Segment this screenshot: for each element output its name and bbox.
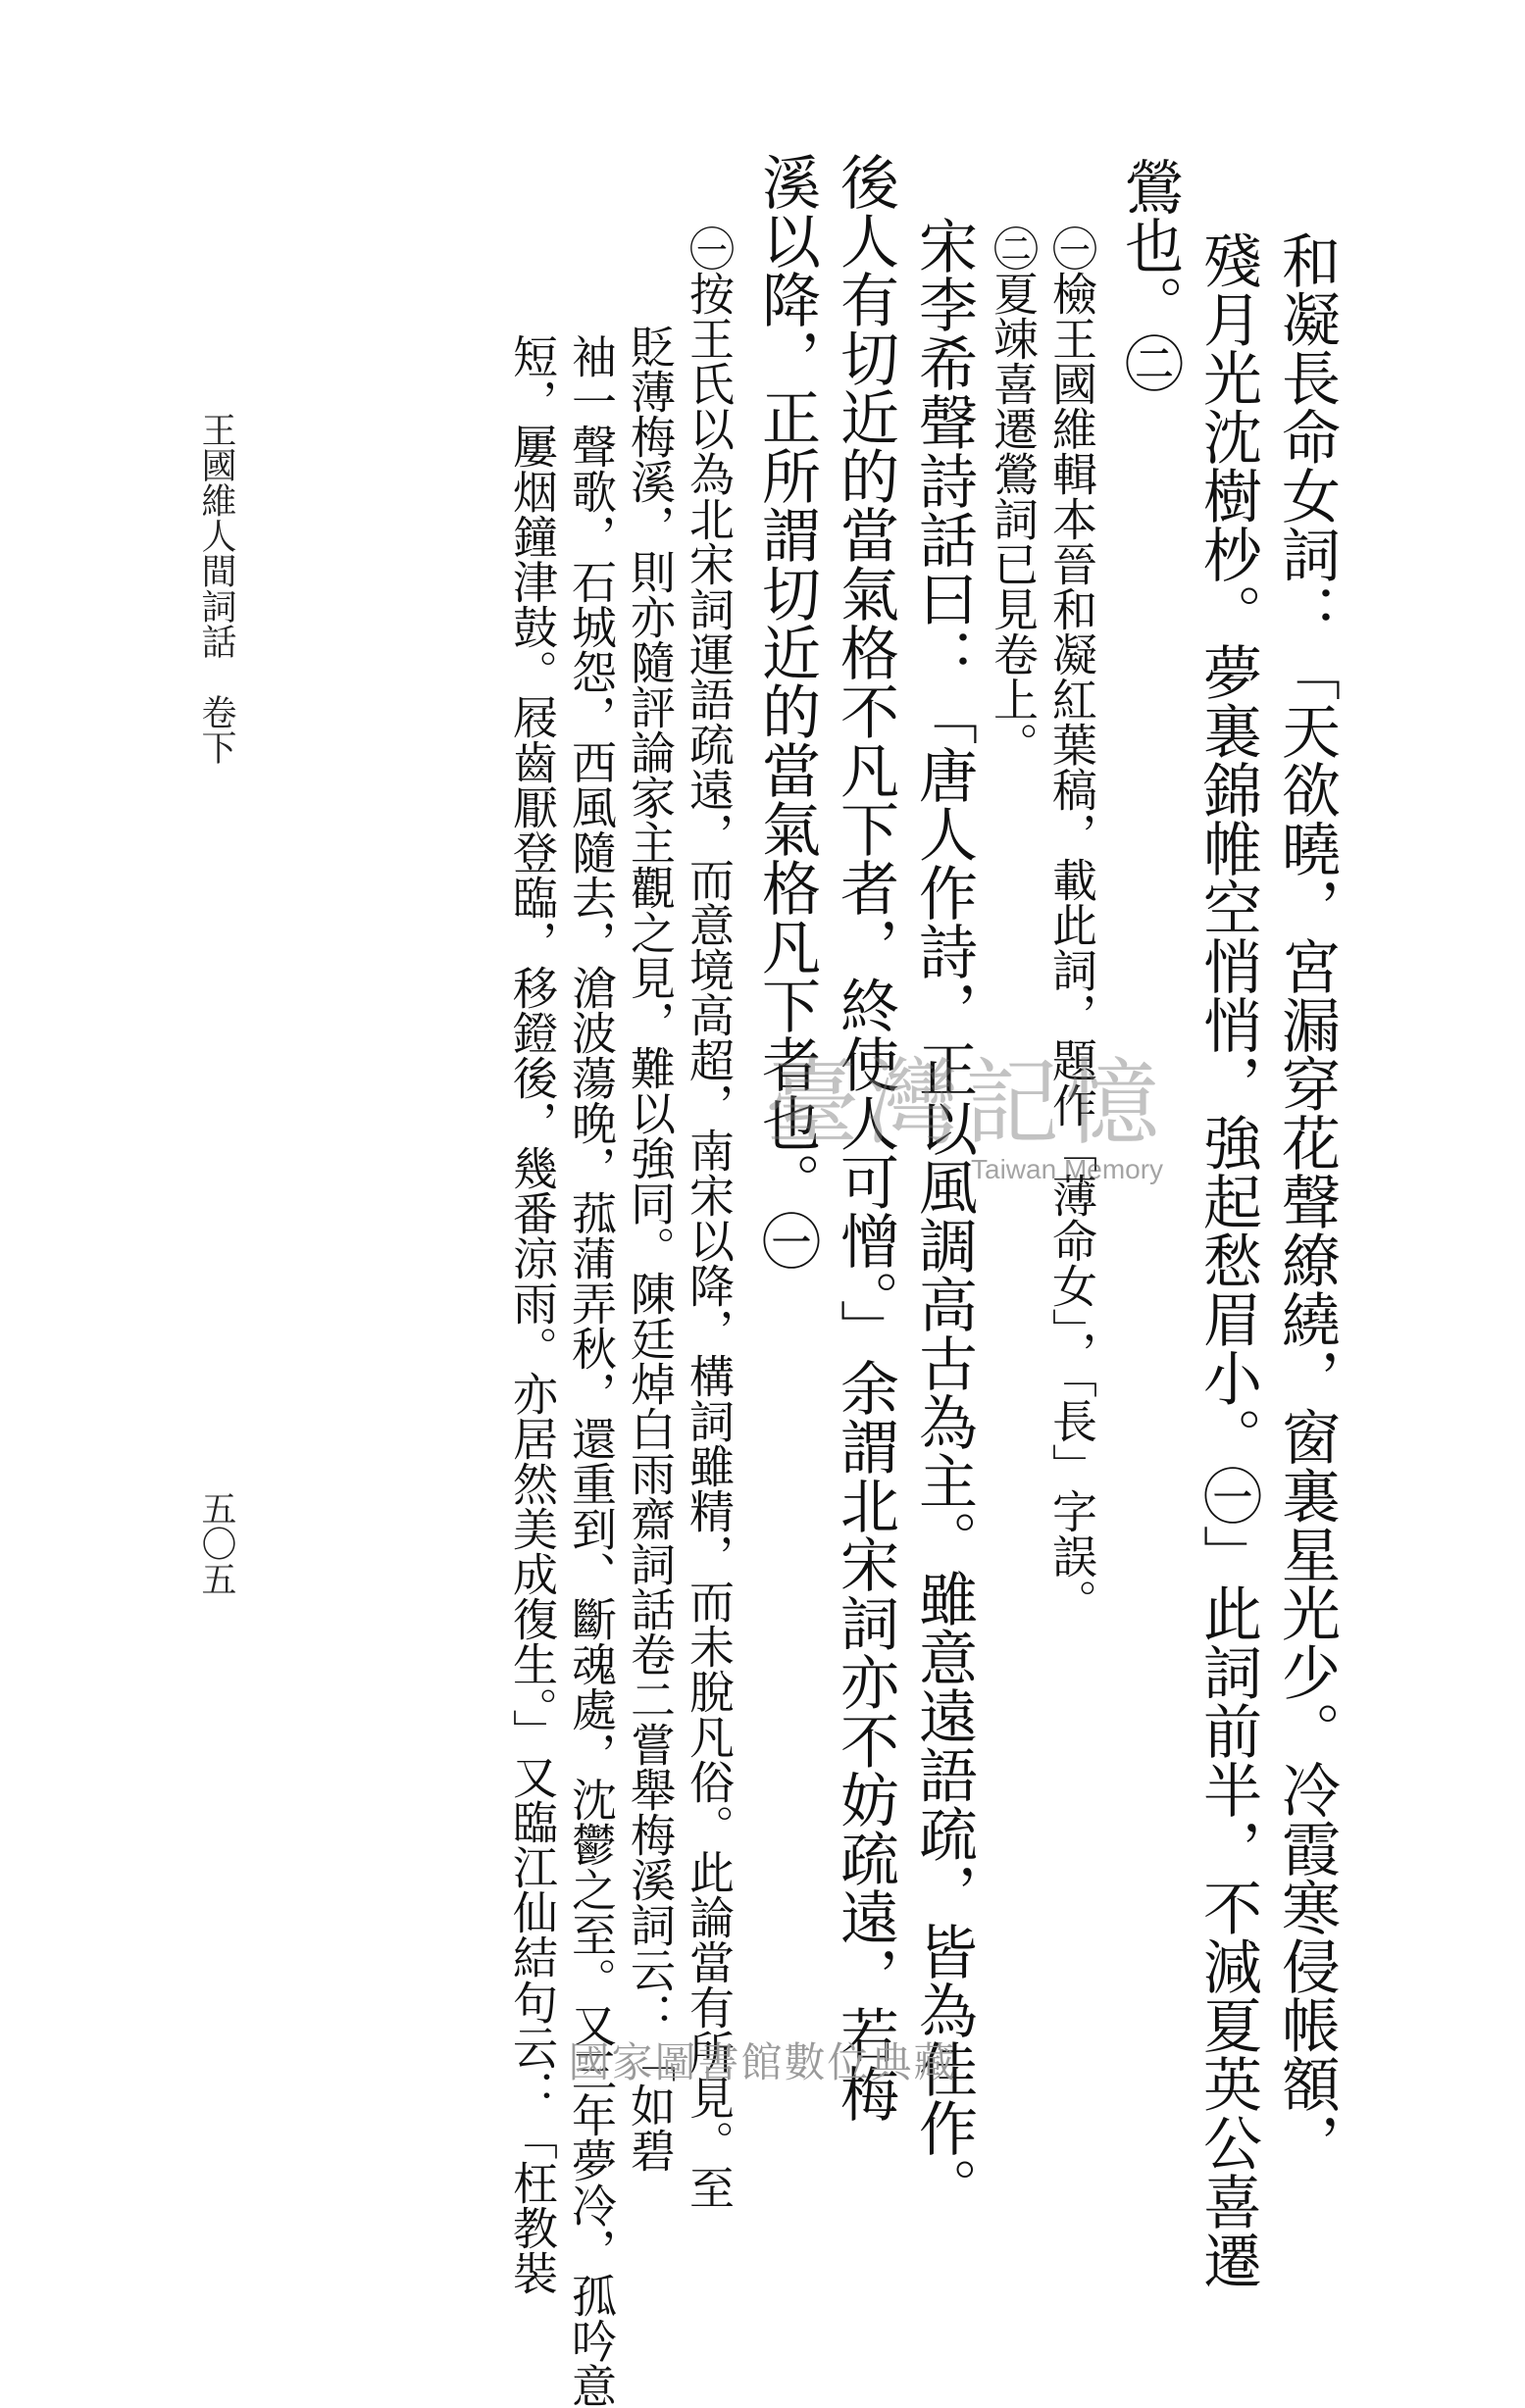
main-column-1: 和凝長命女詞：「天欲曉，宮漏穿花聲繚繞，窗裏星光少。冷霞寒侵帳額， (1272, 230, 1341, 2172)
watermark-text-en: Taiwan Memory (971, 1154, 1164, 1184)
library-credit: 國家圖書館數位典藏 (568, 2038, 957, 2086)
main-column-2: 殘月光沈樹杪。夢裏錦帷空悄悄，強起愁眉小。㊀」此詞前半，不減夏英公喜遷 (1194, 230, 1262, 2289)
main-column-6: 溪以降，正所謂切近的當氣格凡下者也。㊀ (752, 152, 821, 1270)
footnote-column-5: 袖一聲歌，石城怨，西風隨去，滄波蕩晚，菰蒲弄秋，還重到、斷魂處，沈鬱之至。又三年夢冷，孤吟意 (565, 333, 618, 2408)
watermark-text-cn: 臺灣記憶 (765, 1048, 1165, 1158)
footnote-column-4: 貶薄梅溪，則亦隨評論家主觀之見，難以強同。陳廷焯白雨齋詞話卷二嘗舉梅溪詞云：「如碧 (624, 324, 677, 2173)
footnote-column-1: ㊀檢王國維輯本晉和凝紅葉稿，載此詞，題作「薄命女」，「長」字誤。 (1045, 226, 1098, 1624)
footnote-column-3: ㊀按王氏以為北宋詞運語疏遠，而意境高超，南宋以降，構詞雖精，而未脫凡俗。此論當有所見。至 (683, 226, 736, 2210)
main-column-4: 宋李希聲詩話曰：「唐人作詩，正以風調高古為主。雖意遠語疏，皆為佳作。 (909, 216, 978, 2216)
main-column-3: 鶯也。㊁ (1115, 157, 1184, 392)
main-column-5: 後人有切近的當氣格不凡下者，終使人可憎。」余謂北宋詞亦不妨疏遠，若梅 (831, 152, 899, 2123)
running-title: 王國維人間詞話 卷下 (196, 412, 236, 765)
page-number: 五〇五 (196, 1490, 236, 1596)
footnote-column-6: 短，屢烟鐘津鼓。屐齒厭登臨，移鐙後，幾番涼雨。亦居然美成復生。」又臨江仙結句云：「枉教裝 (506, 333, 559, 2295)
footnote-column-2: ㊁夏竦喜遷鶯詞已見卷上。 (987, 226, 1040, 767)
